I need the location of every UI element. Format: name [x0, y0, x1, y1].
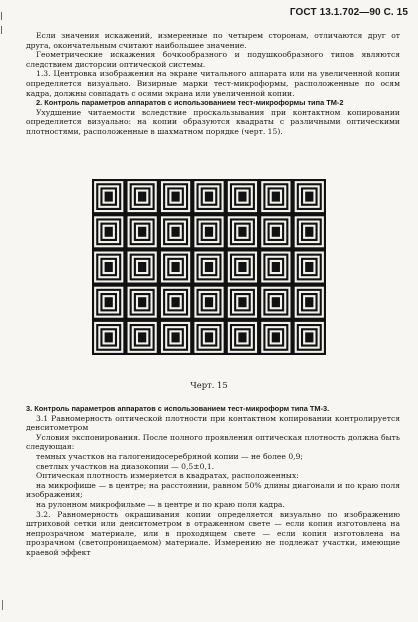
paragraph: на рулонном микрофильме — в центре и по краю поля кадра.	[36, 499, 285, 509]
test-target-cell	[125, 285, 158, 320]
paragraph: Если значения искажений, измеренные по четырем сторонам, отличаются друг от друга, окончательным считают наибольшее значение.	[26, 31, 400, 50]
test-target-cell	[293, 249, 326, 284]
test-target-cell	[92, 285, 125, 320]
test-target-cell	[259, 179, 292, 214]
paragraph: Условия экспонирования. После полного проявления оптическая плотность должна быть следующая:	[26, 432, 400, 452]
test-target-cell	[259, 285, 292, 320]
test-target-cell	[293, 320, 326, 355]
test-target-cell	[92, 179, 125, 214]
test-pattern-figure	[92, 179, 326, 355]
paragraph: Оптическая плотность измеряется в квадратах, расположенных:	[36, 471, 299, 481]
test-target-cell	[92, 320, 125, 355]
paragraph: 3.1 Равномерность оптической плотности при контактном копировании контролируется денситометром	[26, 413, 400, 433]
test-target-cell	[125, 179, 158, 214]
test-target-cell	[159, 249, 192, 284]
margin-mark	[1, 26, 8, 34]
paragraph: светлых участков на диазокопии — 0,5±0,1.	[36, 461, 215, 471]
test-target-cell	[192, 320, 225, 355]
test-target-cell	[125, 249, 158, 284]
test-target-cell	[159, 320, 192, 355]
paragraph: Геометрические искажения бочкообразного и подушкообразного типов являются следствием дисторсии оптической системы.	[26, 50, 400, 69]
test-target-cell	[259, 249, 292, 284]
paragraph: 3.2. Равномерность окрашивания копии определяется визуально по изображению штриховой сетки или денситометром в отраженном свете — если копия изготовлена на непрозрачном материале, или в проходящем свете — если копия изготовлена на прозрачном (светопроницаемом) материале. Измерению не подлежат участки, имеющие краевой эффект	[26, 509, 400, 557]
text-block-bottom	[26, 404, 400, 558]
test-target-cell	[259, 214, 292, 249]
test-target-cell	[293, 214, 326, 249]
test-target-cell	[192, 249, 225, 284]
section-heading: 2. Контроль параметров аппаратов с использованием тест-микроформы типа ТМ-2	[36, 98, 344, 108]
paragraph: Ухудшение читаемости вследствие проскальзывания при контактном копировании определяется визуально: на копии образуются квадраты с различными оптическими плотностями, расположенные в шахматном порядке (черт. 15).	[26, 107, 400, 136]
test-target-cell	[226, 179, 259, 214]
margin-mark	[1, 12, 8, 20]
paragraph: темных участков на галогенидосеребряной копии — не более 0,9;	[36, 451, 303, 461]
test-target-cell	[226, 285, 259, 320]
test-target-cell	[293, 285, 326, 320]
test-target-cell	[159, 214, 192, 249]
test-target-cell	[159, 179, 192, 214]
running-header: ГОСТ 13.1.702—90 С. 15	[289, 7, 408, 18]
test-target-cell	[259, 320, 292, 355]
test-target-cell	[226, 320, 259, 355]
test-target-cell	[92, 249, 125, 284]
test-target-cell	[192, 179, 225, 214]
test-target-cell	[226, 249, 259, 284]
paragraph: 1.3. Центровка изображения на экране читального аппарата или на увеличенной копии определяется визуально. Визирные марки тест-микроформы, расположенные по осям кадра, должны совпадать с осями экрана или увеличенной копии.	[26, 69, 400, 98]
figure-caption: Черт. 15	[190, 380, 228, 390]
paragraph: на микрофише — в центре; на расстоянии, равном 50% длины диагонали и по краю поля изображения;	[26, 480, 400, 500]
margin-mark	[2, 600, 8, 610]
test-target-cell	[192, 285, 225, 320]
test-target-cell	[226, 214, 259, 249]
test-target-cell	[125, 320, 158, 355]
test-target-cell	[192, 214, 225, 249]
section-heading: 3. Контроль параметров аппаратов с использованием тест-микроформ типа ТМ-3.	[26, 404, 330, 413]
text-block-top	[26, 31, 400, 137]
test-target-cell	[159, 285, 192, 320]
test-target-cell	[293, 179, 326, 214]
test-target-cell	[92, 214, 125, 249]
test-target-cell	[125, 214, 158, 249]
